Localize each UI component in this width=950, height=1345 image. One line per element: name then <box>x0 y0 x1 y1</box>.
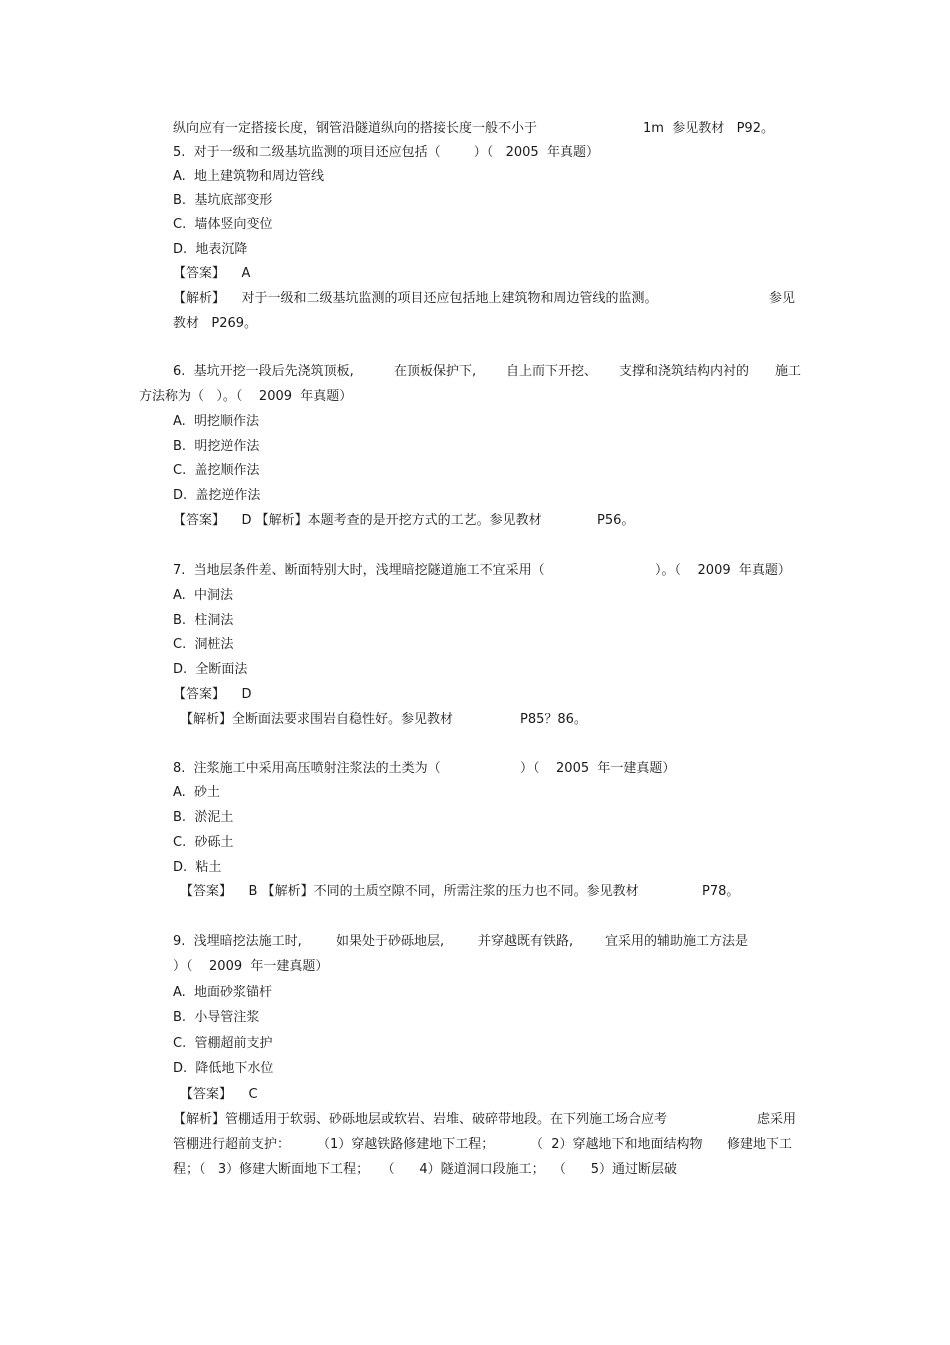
answer-line: 【答案】 D 【解析】本题考查的是开挖方式的工艺。参见教材 <box>173 513 542 528</box>
text-line: 管棚进行超前支护： <box>173 1137 291 1152</box>
text-line: 1m 参见教材 P92。 <box>643 121 774 136</box>
text-line: 在顶板保护下, <box>394 364 477 379</box>
option-d: D. 降低地下水位 <box>173 1061 274 1076</box>
text-line: 施工 <box>775 364 802 379</box>
answer-line: 【答案】 D <box>173 687 252 702</box>
text-line: 自上而下开挖、 <box>506 364 598 379</box>
text-line: 程；（ 3）修建大断面地下工程； （ 4）隧道洞口段施工； （ 5）通过断层破 <box>173 1162 677 1177</box>
analysis-line: 【解析】 对于一级和二级基坑监测的项目还应包括地上建筑物和周边管线的监测。 <box>173 291 658 306</box>
option-c: C. 砂砾土 <box>173 835 234 850</box>
option-b: B. 明挖逆作法 <box>173 439 260 454</box>
option-b: B. 柱洞法 <box>173 613 234 628</box>
option-d: D. 盖挖逆作法 <box>173 488 261 503</box>
text-line: （1）穿越铁路修建地下工程； <box>317 1137 495 1152</box>
text-line: 教材 P269。 <box>173 316 258 331</box>
text-line: 虑采用 <box>757 1112 797 1127</box>
option-a: A. 明挖顺作法 <box>173 414 260 429</box>
text-line: 如果处于砂砾地层, <box>336 934 445 949</box>
text-line: 纵向应有一定搭接长度，钢管沿隧道纵向的搭接长度一般不小于 <box>173 121 538 136</box>
text-line: （ 2）穿越地下和地面结构物 <box>530 1137 703 1152</box>
text-line: P78。 <box>702 884 740 899</box>
option-c: C. 洞桩法 <box>173 637 234 652</box>
question-5-stem: 5. 对于一级和二级基坑监测的项目还应包括（ ）（ 2005 年真题） <box>173 145 599 160</box>
answer-line: 【答案】 A <box>173 266 251 281</box>
analysis-line: 【解析】管棚适用于软弱、砂砾地层或软岩、岩堆、破碎带地段。在下列施工场合应考 <box>173 1112 668 1127</box>
answer-line: 【答案】 B 【解析】不同的土质空隙不同，所需注浆的压力也不同。参见教材 <box>180 884 639 899</box>
analysis-line: 【解析】全断面法要求围岩自稳性好。参见教材 <box>180 712 454 727</box>
text-line: 修建地下工 <box>727 1137 793 1152</box>
question-8-stem: 8. 注浆施工中采用高压喷射注浆法的土类为（ <box>173 761 441 776</box>
text-line: 宜采用的辅助施工方法是 <box>605 934 749 949</box>
option-c: C. 墙体竖向变位 <box>173 217 273 232</box>
option-c: C. 管棚超前支护 <box>173 1036 273 1051</box>
text-line: 支撑和浇筑结构内衬的 <box>619 364 750 379</box>
option-a: A. 砂土 <box>173 785 221 800</box>
text-line: P56。 <box>597 513 635 528</box>
text-line: P85？86。 <box>520 712 587 727</box>
text-line: ）（ 2009 年一建真题） <box>173 959 329 974</box>
question-7-stem: 7. 当地层条件差、断面特别大时，浅埋暗挖隧道施工不宜采用（ <box>173 563 545 578</box>
question-6-stem: 6. 基坑开挖一段后先浇筑顶板, <box>173 364 354 379</box>
option-d: D. 全断面法 <box>173 662 248 677</box>
option-b: B. 小导管注浆 <box>173 1010 260 1025</box>
question-9-stem: 9. 浅埋暗挖法施工时, <box>173 934 302 949</box>
text-line: ）（ 2005 年一建真题） <box>520 761 676 776</box>
answer-line: 【答案】 C <box>180 1087 258 1102</box>
text-line: 并穿越既有铁路, <box>478 934 574 949</box>
option-a: A. 地上建筑物和周边管线 <box>173 169 325 184</box>
option-d: D. 粘土 <box>173 860 222 875</box>
option-c: C. 盖挖顺作法 <box>173 463 260 478</box>
text-line: ）。（ 2009 年真题） <box>655 563 791 578</box>
option-a: A. 中洞法 <box>173 588 234 603</box>
option-b: B. 淤泥土 <box>173 810 234 825</box>
option-b: B. 基坑底部变形 <box>173 193 273 208</box>
text-line: 方法称为（ ）。（ 2009 年真题） <box>139 389 353 404</box>
option-d: D. 地表沉降 <box>173 242 248 257</box>
text-line: 参见 <box>769 291 796 306</box>
option-a: A. 地面砂浆锚杆 <box>173 985 273 1000</box>
